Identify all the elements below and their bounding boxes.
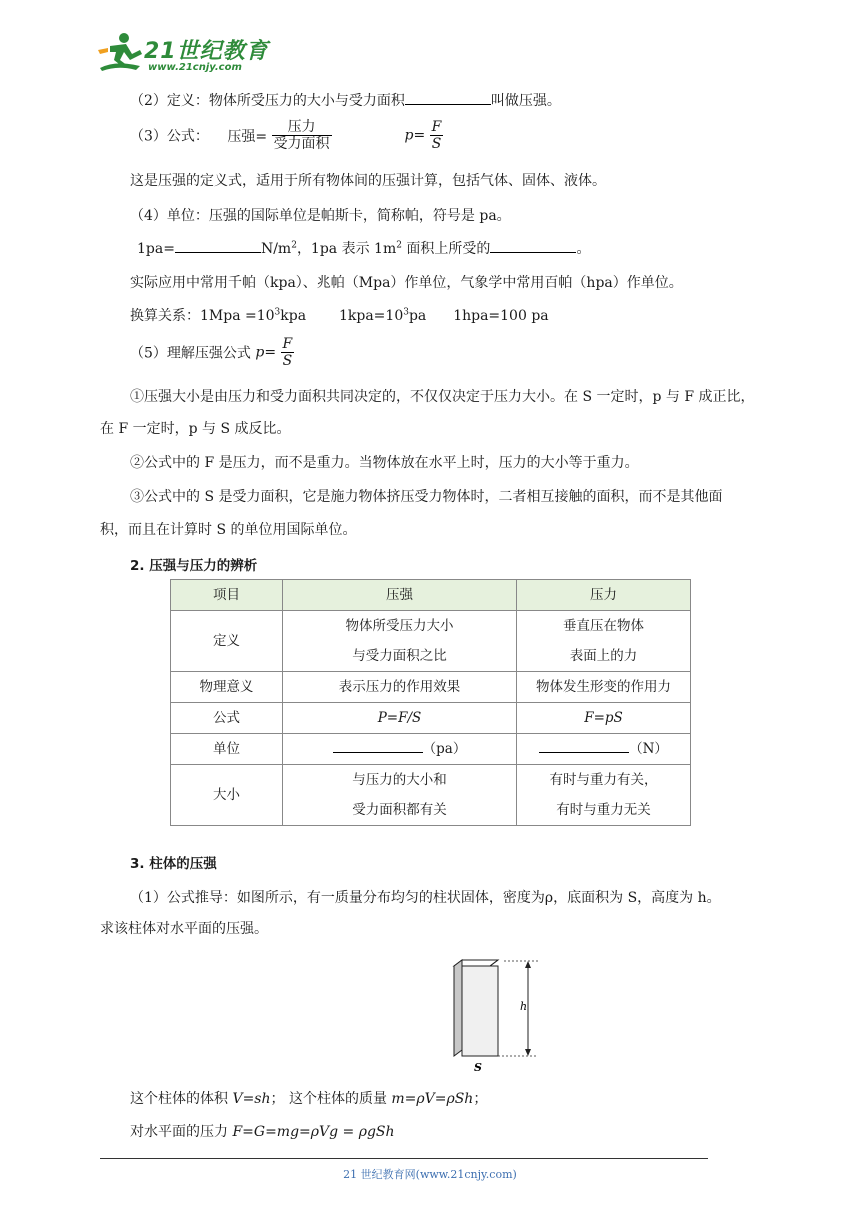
cell-line: 物体所受压力大小 [345, 618, 454, 634]
fraction-F: F [431, 119, 442, 135]
runner-logo-icon [96, 30, 146, 76]
site-logo[interactable] [96, 30, 269, 78]
table-cell: F=pS [517, 703, 691, 734]
unit-suffix: （N） [629, 741, 668, 757]
area-label: S [474, 1061, 482, 1074]
table-row [171, 611, 691, 672]
unit-def-part: 面积上所受的 [401, 241, 491, 257]
formula-p-symbol: p [255, 344, 265, 361]
definition-blank[interactable] [405, 90, 491, 105]
cell-line: 有时与重力无关 [556, 802, 651, 818]
superscript: 2 [396, 240, 402, 251]
table-cell [517, 734, 691, 765]
common-units-line: 实际应用中常用千帕（kpa）、兆帕（Mpa）作单位，气象学中常用百帕（hpa）作单位。 [130, 275, 683, 291]
cell-line: 垂直压在物体 [563, 618, 644, 634]
unit-def-part: 。 [576, 241, 591, 257]
mass-formula: m=ρV=ρSh [391, 1091, 474, 1107]
unit-def-part: N/m [260, 241, 292, 257]
volume-formula: V=sh [232, 1091, 271, 1107]
conversion-part: 换算关系：1Mpa =10 [130, 308, 275, 324]
table-cell [283, 611, 517, 672]
logo-text: 21世纪教育 [144, 39, 269, 64]
section-3-title: 3. 柱体的压强 [130, 856, 217, 872]
point-3-line-1: ③公式中的 S 是受力面积，它是施力物体挤压受力物体时，二者相互接触的面积，而不是其他面 [130, 489, 723, 505]
understand-formula-line [130, 336, 294, 372]
volume-part: 这个柱体的体积 [130, 1091, 233, 1107]
table-cell: 大小 [171, 765, 283, 826]
unit-suffix: （pa） [422, 741, 467, 757]
formula-note: 这是压强的定义式，适用于所有物体间的压强计算，包括气体、固体、液体。 [130, 173, 606, 189]
unit-line: （4）单位：压强的国际单位是帕斯卡，简称帕，符号是 pa。 [130, 208, 511, 224]
understand-label: （5）理解压强公式 [130, 345, 256, 362]
table-row [171, 765, 691, 826]
fraction-numerator: 压力 [272, 119, 332, 136]
volume-part: ； 这个柱体的质量 [270, 1091, 392, 1107]
logo-url: www.21cnjy.com [148, 62, 242, 73]
table-cell: 公式 [171, 703, 283, 734]
cell-line: 有时与重力有关， [549, 772, 658, 788]
force-line [130, 1121, 395, 1141]
unit-blank-1[interactable] [175, 238, 261, 253]
definition-line [130, 90, 561, 110]
footer-divider [100, 1158, 708, 1159]
fraction-F: F [282, 336, 293, 352]
unit-definition-line [137, 238, 590, 258]
table-row [171, 734, 691, 765]
table-cell [517, 765, 691, 826]
table-header-row [171, 580, 691, 611]
unit-answer-blank[interactable] [333, 738, 423, 753]
table-row [171, 672, 691, 703]
table-header-cell: 项目 [171, 580, 283, 611]
table-cell: P=F/S [283, 703, 517, 734]
cell-line: 与压力的大小和 [352, 772, 447, 788]
derivation-line-2: 求该柱体对水平面的压强。 [100, 921, 268, 937]
point-1-line-2: 在 F 一定时，p 与 S 成反比。 [100, 421, 291, 437]
unit-def-part: 1pa= [137, 241, 175, 257]
conversion-line [130, 305, 549, 325]
superscript: 2 [291, 240, 297, 251]
comparison-table [170, 579, 691, 826]
conversion-part: 1kpa=10 [338, 308, 404, 324]
formula-pressure-label: 压强= [227, 128, 268, 145]
fraction-denominator: 受力面积 [273, 136, 330, 152]
cell-line: 受力面积都有关 [352, 802, 447, 818]
force-formula: F=G=mg=ρVg = ρgSh [232, 1124, 395, 1140]
superscript: 3 [274, 307, 281, 318]
table-cell [283, 765, 517, 826]
table-cell: 物理意义 [171, 672, 283, 703]
conversion-part: kpa [280, 308, 307, 324]
footer-link[interactable]: 21 世纪教育网(www.21cnjy.com) [343, 1168, 517, 1181]
definition-suffix: 叫做压强。 [490, 93, 561, 109]
table-header-cell: 压强 [283, 580, 517, 611]
formula-line [130, 119, 443, 159]
column-figure [448, 956, 548, 1074]
formula-symbol-fraction [430, 119, 444, 152]
superscript: 3 [403, 307, 409, 318]
formula-symbol-fraction [281, 336, 295, 369]
table-header-cell: 压力 [517, 580, 691, 611]
section-2-title: 2. 压强与压力的辨析 [130, 558, 258, 574]
table-cell: 单位 [171, 734, 283, 765]
unit-answer-blank[interactable] [539, 738, 629, 753]
fraction-S: S [282, 353, 293, 369]
volume-part: ； [473, 1091, 488, 1107]
conversion-part: pa [408, 308, 427, 324]
table-row [171, 703, 691, 734]
formula-label: （3）公式： [130, 128, 209, 145]
derivation-line-1: （1）公式推导：如图所示，有一质量分布均匀的柱状固体，密度为ρ，底面积为 S，高度为 h。 [130, 890, 721, 906]
force-part: 对水平面的压力 [130, 1124, 233, 1140]
table-cell: 物体发生形变的作用力 [517, 672, 691, 703]
cell-line: 与受力面积之比 [352, 648, 447, 664]
fraction-S: S [431, 136, 442, 152]
unit-def-part: ，1pa 表示 1m [296, 241, 397, 257]
table-cell [517, 611, 691, 672]
formula-equals: = [264, 344, 277, 361]
cell-line: 表面上的力 [569, 648, 638, 664]
point-1-line-1: ①压强大小是由压力和受力面积共同决定的，不仅仅决定于压力大小。在 S 一定时，p 与 F 成正比， [130, 389, 755, 405]
point-2: ②公式中的 F 是压力，而不是重力。当物体放在水平上时，压力的大小等于重力。 [130, 455, 639, 471]
table-cell: 表示压力的作用效果 [283, 672, 517, 703]
definition-text: （2）定义：物体所受压力的大小与受力面积 [130, 93, 405, 109]
table-cell [283, 734, 517, 765]
formula-word-fraction [272, 119, 332, 152]
volume-mass-line [130, 1088, 487, 1108]
formula-equals: = [413, 127, 426, 144]
unit-blank-2[interactable] [490, 238, 576, 253]
height-label: h [520, 1000, 528, 1013]
formula-p-symbol: p [404, 127, 414, 144]
point-3-line-2: 积，而且在计算时 S 的单位用国际单位。 [100, 522, 357, 538]
table-cell: 定义 [171, 611, 283, 672]
conversion-part: 1hpa=100 pa [453, 308, 549, 324]
